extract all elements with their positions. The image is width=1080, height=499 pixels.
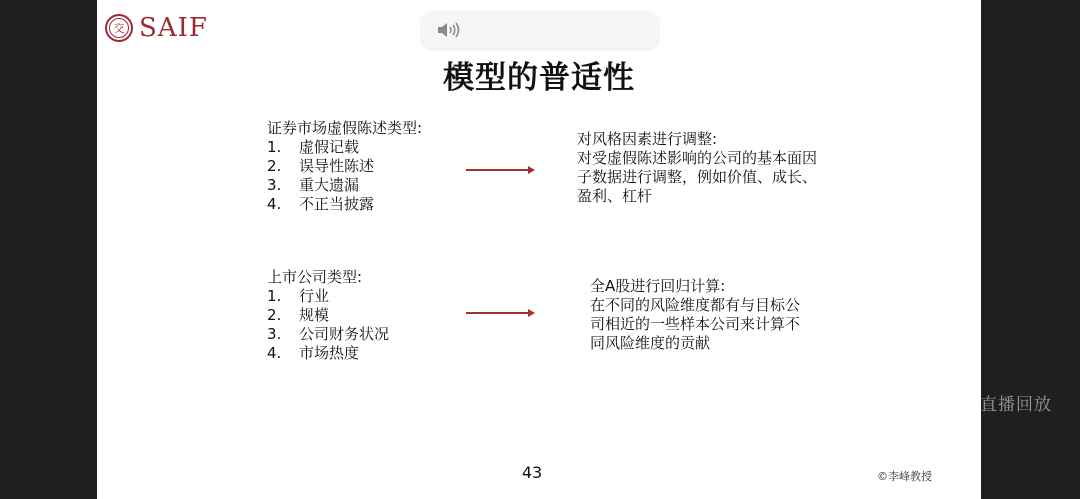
page-number: 43 (521, 463, 543, 482)
regression-description: 全A股进行回归计算: 在不同的风险维度都有与目标公 司相近的一些样本公司来计算不 同风险维度的贡献 (590, 277, 801, 352)
company-types-block (267, 268, 389, 363)
logo-text: SAIF (139, 13, 208, 43)
presentation-slide (97, 0, 981, 499)
right-arrow-icon (466, 308, 536, 318)
list-item: 4. 不正当披露 (267, 195, 375, 213)
list-item: 3. 重大遗漏 (267, 176, 360, 194)
misrepresentation-list (267, 138, 422, 214)
list-item: 2. 误导性陈述 (267, 157, 375, 175)
list-item: 4. 市场热度 (267, 344, 360, 362)
right-arrow-icon (466, 165, 536, 175)
audio-player-bar[interactable] (422, 12, 658, 48)
list-item: 2. 规模 (267, 306, 330, 324)
university-seal-icon: 交 (105, 14, 133, 42)
slide-title: 模型的普适性 (443, 60, 635, 96)
saif-logo (105, 14, 208, 42)
company-types-list (267, 287, 389, 363)
company-types-heading: 上市公司类型: (267, 268, 363, 286)
list-item: 1. 行业 (267, 287, 330, 305)
misrepresentation-heading: 证券市场虚假陈述类型: (267, 119, 423, 137)
misrepresentation-types-block (267, 119, 422, 214)
copyright-text: ©李峰教授 (877, 470, 932, 483)
style-adjustment-description: 对风格因素进行调整: 对受虚假陈述影响的公司的基本面因 子数据进行调整，例如价值、成长、 盈利、杠杆 (577, 130, 818, 205)
live-replay-label[interactable]: 直播回放 (980, 395, 1052, 415)
speaker-icon[interactable] (436, 21, 462, 39)
list-item: 3. 公司财务状况 (267, 325, 390, 343)
list-item: 1. 虚假记载 (267, 138, 360, 156)
